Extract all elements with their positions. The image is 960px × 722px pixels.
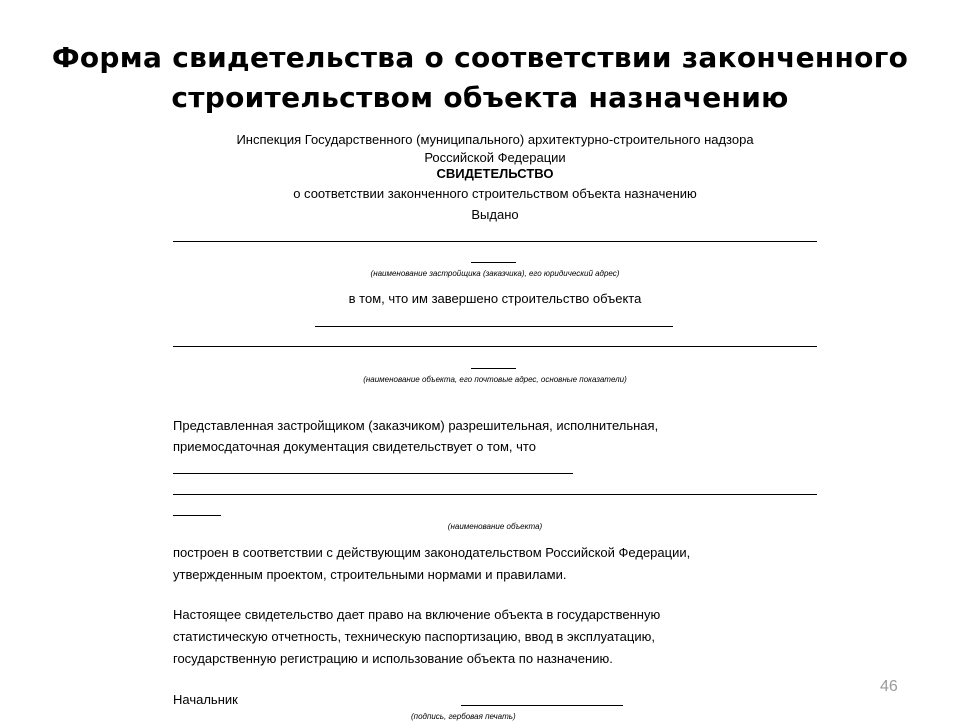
developer-blank-line (173, 241, 817, 242)
signature-caption: (подпись, гербовая печать) (411, 712, 516, 721)
authority-line-1: Инспекция Государственного (муниципального) архитектурно-строительного надзора (236, 132, 754, 147)
para-1-line-2: приемосдаточная документация свидетельствует о том, что (173, 439, 536, 454)
document-subtitle: о соответствии законченного строительством объекта назначению (293, 186, 697, 201)
authority-line-2: Российской Федерации (424, 150, 566, 165)
slide-title-line-2: строительством объекта назначению (171, 81, 789, 114)
slide-title-line-1: Форма свидетельства о соответствии законченного (51, 41, 909, 74)
completed-text: в том, что им завершено строительство объекта (348, 291, 642, 306)
para-3-line-3: государственную регистрацию и использование объекта по назначению. (173, 651, 613, 666)
object-full-caption: (наименование объекта, его почтовые адрес, основные показатели) (363, 375, 627, 384)
para-2-line-1: построен в соответствии с действующим законодательством Российской Федерации, (173, 545, 691, 560)
object-caption: (наименование объекта) (447, 522, 543, 531)
slide-title (0, 38, 960, 118)
para-blank-line-2 (173, 494, 817, 495)
object-blank-line-2 (173, 346, 817, 347)
signature-blank-line (461, 705, 623, 706)
object-blank-line-1 (315, 326, 673, 327)
developer-caption: (наименование застройщика (заказчика), его юридический адрес) (370, 269, 620, 278)
para-blank-line-end (173, 515, 221, 516)
issued-to-label: Выдано (471, 207, 519, 222)
signatory-label: Начальник (173, 692, 238, 707)
para-blank-line-1 (173, 473, 573, 474)
para-1-line-1: Представленная застройщиком (заказчиком) разрешительная, исполнительная, (173, 418, 659, 433)
para-3-line-1: Настоящее свидетельство дает право на включение объекта в государственную (173, 607, 661, 622)
para-3-line-2: статистическую отчетность, техническую паспортизацию, ввод в эксплуатацию, (173, 629, 655, 644)
page-number: 46 (880, 678, 898, 695)
para-2-line-2: утвержденным проектом, строительными нормами и правилами. (173, 567, 567, 582)
document-title: СВИДЕТЕЛЬСТВО (436, 166, 554, 181)
object-blank-line-end (471, 368, 516, 369)
developer-blank-line-end (471, 262, 516, 263)
